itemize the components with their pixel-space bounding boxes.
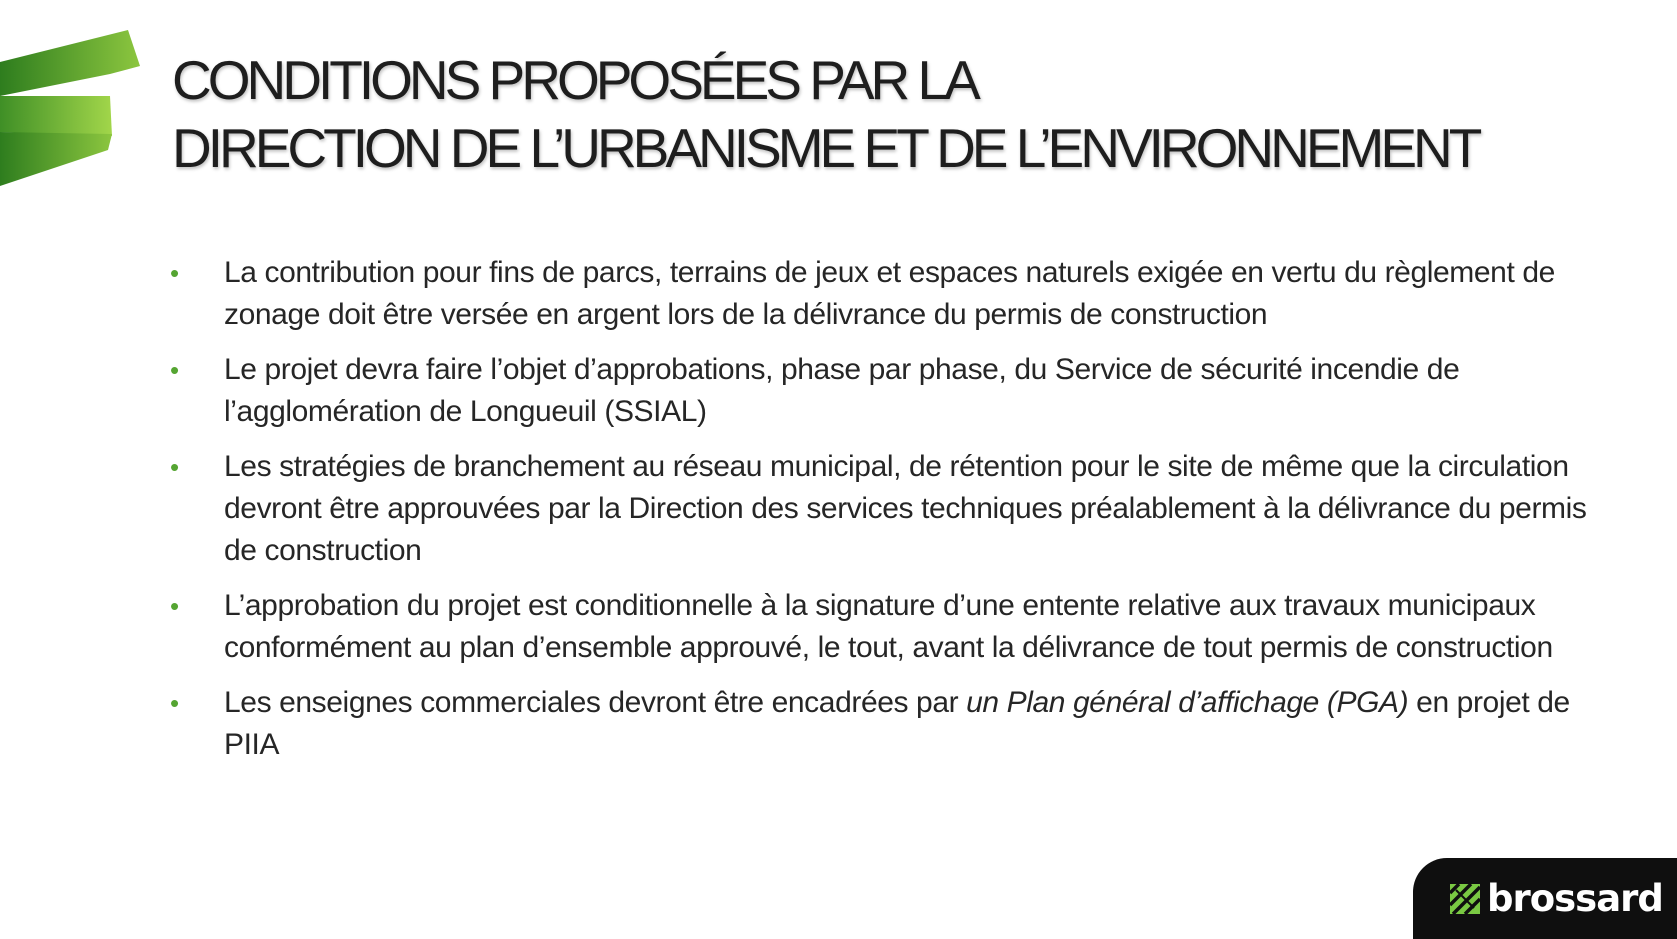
slide-title-line-1: CONDITIONS PROPOSÉES PAR LA	[172, 49, 977, 111]
green-brush-stroke-decoration	[0, 0, 150, 200]
list-item-text-italic: un Plan général d’affichage (PGA)	[966, 686, 1409, 719]
bullet-icon: •	[170, 355, 179, 385]
list-item-text	[224, 686, 1570, 761]
slide-title-line-2: DIRECTION DE L’URBANISME ET DE L’ENVIRONNEMENT	[172, 117, 1479, 179]
list-item	[170, 446, 1590, 572]
list-item	[170, 349, 1590, 433]
brossard-footer-badge	[1413, 858, 1677, 939]
bullet-icon: •	[170, 258, 179, 288]
conditions-list	[170, 252, 1590, 779]
brossard-logo-text: brossard	[1487, 877, 1663, 920]
list-item-text: Le projet devra faire l’objet d’approbations, phase par phase, du Service de sécurité incendie de l’agglomération de Longueuil (SSIAL)	[224, 353, 1460, 428]
bullet-icon: •	[170, 591, 179, 621]
list-item-text-end: en projet de PIIA	[224, 686, 1570, 761]
bullet-icon: •	[170, 452, 179, 482]
list-item-text: La contribution pour fins de parcs, terrains de jeux et espaces naturels exigée en vertu du règlement de zonage doit être versée en argent lors de la délivrance du permis de construction	[224, 256, 1555, 331]
list-item-text-start: Les enseignes commerciales devront être encadrées par	[224, 686, 967, 719]
list-item	[170, 585, 1590, 669]
bullet-icon: •	[170, 688, 179, 718]
slide-title	[172, 46, 1478, 182]
list-item	[170, 252, 1590, 336]
brossard-logo-icon	[1447, 881, 1483, 917]
list-item-text: L’approbation du projet est conditionnelle à la signature d’une entente relative aux travaux municipaux conformément au plan d’ensemble approuvé, le tout, avant la délivrance de tout permis de construction	[224, 589, 1553, 664]
list-item-text: Les stratégies de branchement au réseau municipal, de rétention pour le site de même que la circulation devront être approuvées par la Direction des services techniques préalablement à la délivrance du permis de construction	[224, 450, 1587, 567]
brossard-logo	[1447, 879, 1663, 919]
list-item	[170, 682, 1590, 766]
